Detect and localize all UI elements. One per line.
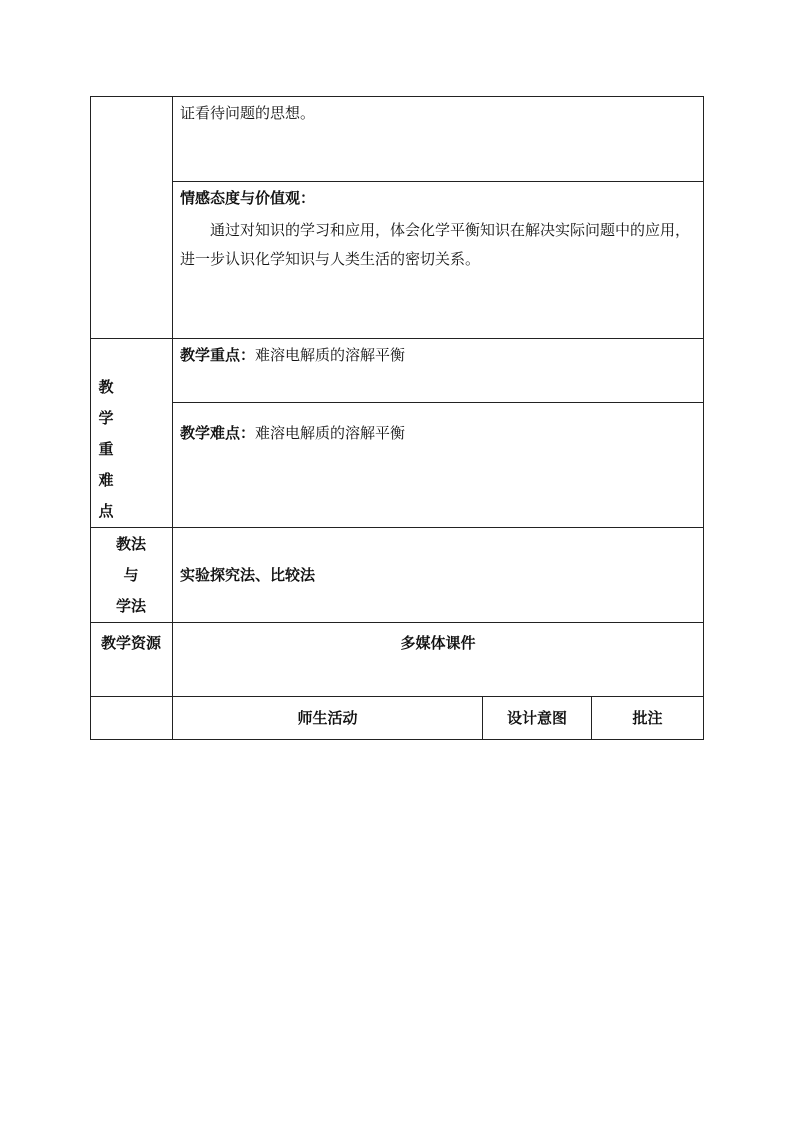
table-left-border [90,96,91,740]
resources-label: 教学资源 [100,634,161,652]
difficult-point-text: 难溶电解质的溶解平衡 [255,424,406,442]
methods-text: 实验探究法、比较法 [180,566,316,584]
methods-label-line2: 与 [123,566,139,584]
resources-text: 多媒体课件 [400,634,476,652]
activity-header-col2: 设计意图 [506,709,567,727]
divider-row5 [90,622,704,623]
divider-row2 [90,338,704,339]
divider-row1 [172,181,704,182]
methods-label-line3: 学法 [115,597,146,615]
key-point-text: 难溶电解质的溶解平衡 [255,346,406,364]
emotion-values-paragraph: 通过对知识的学习和应用，体会化学平衡知识在解决实际问题中的应用，进一步认识化学知识与人类生活的密切关系。 [180,221,691,268]
table-right-border [703,96,704,740]
key-points-label-char-5: 点 [98,502,114,520]
key-point-line [180,346,405,364]
activity-header-col1: 师生活动 [297,709,358,727]
key-points-label-char-1: 教 [98,378,114,396]
activity-header-col3: 批注 [632,709,663,727]
divider-row6 [90,696,704,697]
methods-label-line1: 教法 [115,535,146,553]
key-point-label: 教学重点： [180,346,256,364]
key-points-label-char-2: 学 [98,409,114,427]
key-points-label-char-3: 重 [98,440,114,458]
difficult-point-label: 教学难点： [180,424,256,442]
continuation-text: 证看待问题的思想。 [180,104,316,122]
key-points-label-char-4: 难 [98,471,114,489]
divider-key-points [172,402,704,403]
divider-row4 [90,527,704,528]
difficult-point-line [180,424,405,442]
emotion-values-heading: 情感态度与价值观： [180,189,316,207]
table-bottom-border [90,739,704,740]
table-top-border [90,96,704,97]
